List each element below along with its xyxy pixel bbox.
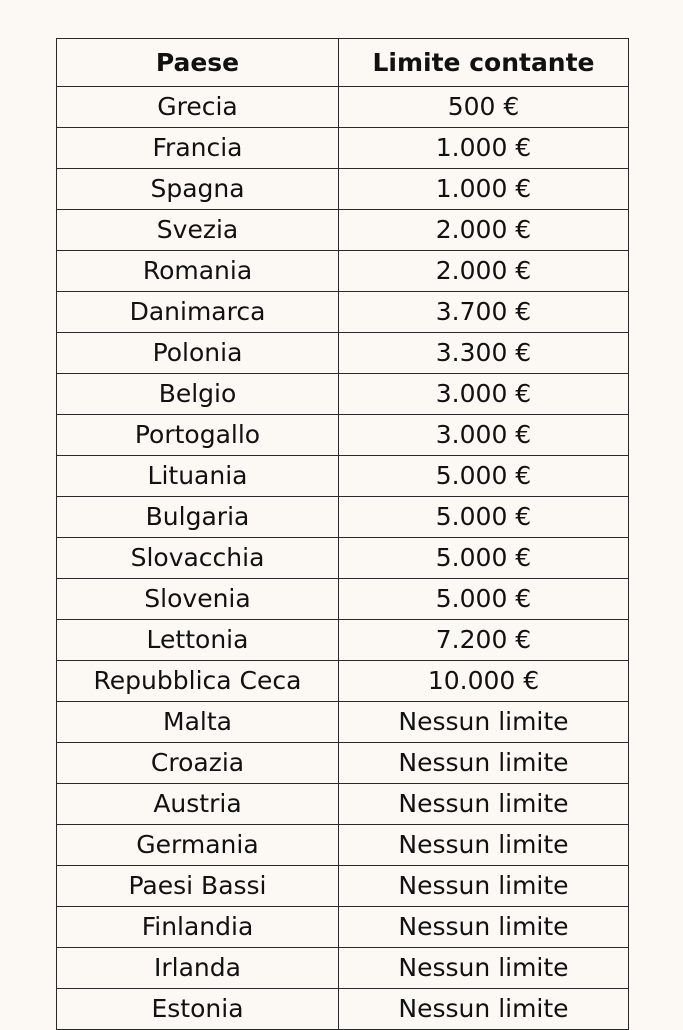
column-header-cash-limit: Limite contante — [339, 39, 629, 87]
table-row — [57, 456, 629, 497]
country-cell: Slovacchia — [57, 538, 339, 579]
cash-limit-table — [56, 38, 629, 1030]
table-row — [57, 210, 629, 251]
table-row — [57, 87, 629, 128]
cash-limit-cell: 1.000 € — [339, 169, 629, 210]
cash-limit-cell: 3.000 € — [339, 415, 629, 456]
cash-limit-cell: 10.000 € — [339, 661, 629, 702]
cash-limit-cell: 2.000 € — [339, 210, 629, 251]
country-cell: Svezia — [57, 210, 339, 251]
cash-limit-cell: 5.000 € — [339, 456, 629, 497]
cash-limit-cell: Nessun limite — [339, 825, 629, 866]
country-cell: Croazia — [57, 743, 339, 784]
table-row — [57, 702, 629, 743]
table-row — [57, 620, 629, 661]
table-row — [57, 415, 629, 456]
table-row — [57, 784, 629, 825]
table-row — [57, 374, 629, 415]
country-cell: Repubblica Ceca — [57, 661, 339, 702]
country-cell: Malta — [57, 702, 339, 743]
country-cell: Grecia — [57, 87, 339, 128]
country-cell: Germania — [57, 825, 339, 866]
table-row — [57, 948, 629, 989]
cash-limit-cell: 2.000 € — [339, 251, 629, 292]
country-cell: Danimarca — [57, 292, 339, 333]
cash-limit-cell: 3.000 € — [339, 374, 629, 415]
country-cell: Francia — [57, 128, 339, 169]
cash-limit-cell: 3.300 € — [339, 333, 629, 374]
cash-limit-cell: 5.000 € — [339, 579, 629, 620]
table-row — [57, 497, 629, 538]
table-row — [57, 907, 629, 948]
country-cell: Slovenia — [57, 579, 339, 620]
country-cell: Belgio — [57, 374, 339, 415]
table-row — [57, 866, 629, 907]
country-cell: Spagna — [57, 169, 339, 210]
cash-limit-cell: 1.000 € — [339, 128, 629, 169]
cash-limit-cell: 3.700 € — [339, 292, 629, 333]
table-row — [57, 128, 629, 169]
table-row — [57, 292, 629, 333]
table-body — [57, 87, 629, 1030]
column-header-country: Paese — [57, 39, 339, 87]
cash-limit-cell: 7.200 € — [339, 620, 629, 661]
cash-limit-cell: Nessun limite — [339, 702, 629, 743]
cash-limit-cell: Nessun limite — [339, 907, 629, 948]
cash-limit-cell: Nessun limite — [339, 743, 629, 784]
country-cell: Bulgaria — [57, 497, 339, 538]
country-cell: Irlanda — [57, 948, 339, 989]
cash-limit-cell: Nessun limite — [339, 948, 629, 989]
cash-limit-cell: Nessun limite — [339, 866, 629, 907]
cash-limit-cell: 500 € — [339, 87, 629, 128]
country-cell: Estonia — [57, 989, 339, 1030]
table-row — [57, 743, 629, 784]
country-cell: Paesi Bassi — [57, 866, 339, 907]
table-row — [57, 989, 629, 1030]
table-row — [57, 169, 629, 210]
cash-limit-cell: 5.000 € — [339, 497, 629, 538]
country-cell: Polonia — [57, 333, 339, 374]
cash-limit-cell: Nessun limite — [339, 989, 629, 1030]
table-row — [57, 661, 629, 702]
country-cell: Romania — [57, 251, 339, 292]
table-row — [57, 538, 629, 579]
country-cell: Portogallo — [57, 415, 339, 456]
cash-limit-cell: 5.000 € — [339, 538, 629, 579]
country-cell: Austria — [57, 784, 339, 825]
country-cell: Lettonia — [57, 620, 339, 661]
table-header-row — [57, 39, 629, 87]
cash-limit-table-container — [56, 38, 628, 1030]
table-row — [57, 251, 629, 292]
country-cell: Finlandia — [57, 907, 339, 948]
table-row — [57, 825, 629, 866]
country-cell: Lituania — [57, 456, 339, 497]
table-row — [57, 333, 629, 374]
table-row — [57, 579, 629, 620]
cash-limit-cell: Nessun limite — [339, 784, 629, 825]
